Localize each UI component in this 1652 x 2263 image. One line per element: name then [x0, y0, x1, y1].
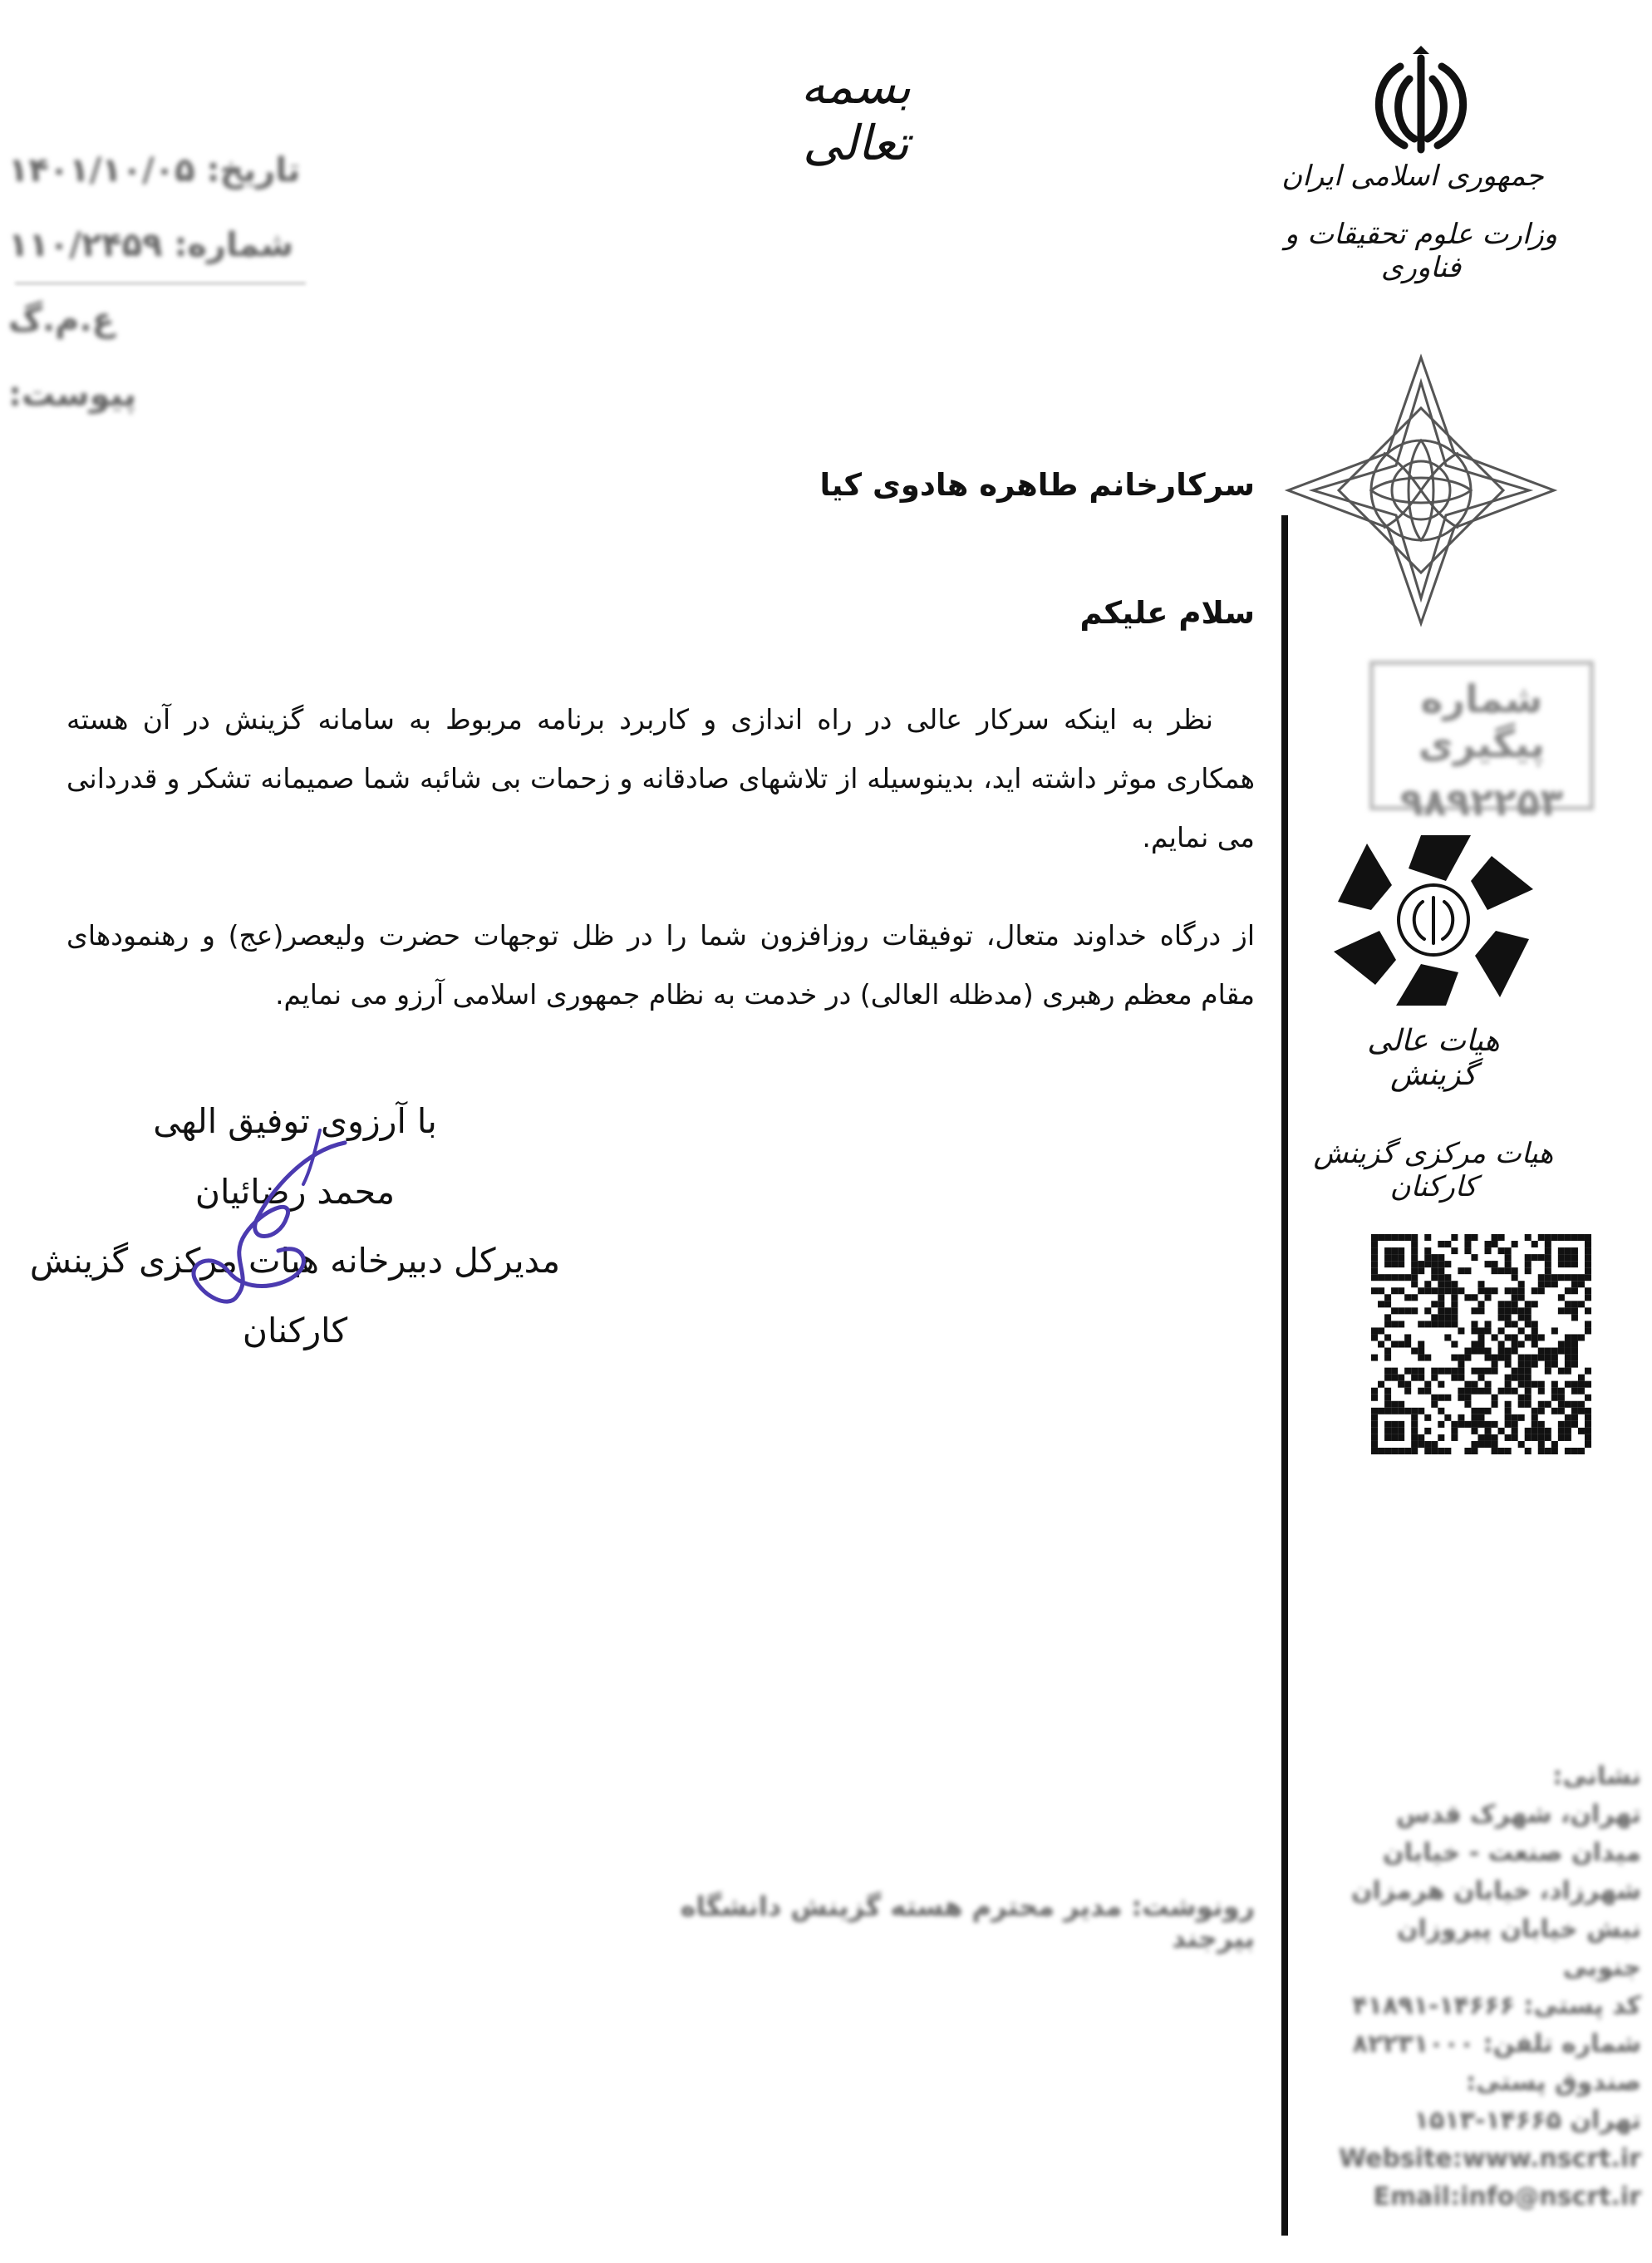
ministry-name-line: وزارت علوم تحقیقات و فناوری	[1284, 218, 1558, 284]
body-paragraph-1: نظر به اینکه سرکار عالی در راه اندازی و کاربرد برنامه مربوط به سامانه گزینش در آن هسته همکاری موثر داشته اید، بدینوسیله از تلاشهای صادقانه و زحمات بی شائبه شما صمیمانه تشکر و قدردانی می نمایم.	[66, 703, 1255, 854]
address-line: شماره تلفن: ۸۲۲۳۱۰۰۰	[1352, 2029, 1641, 2059]
basmala-heading: بسمه تعالی	[800, 58, 912, 171]
recipient-name: سرکارخانم طاهره هادوی کیا	[819, 467, 1255, 503]
address-line: شهرزاد، خیابان هرمزان	[1350, 1877, 1641, 1906]
address-line: Email:info@nscrt.ir	[1373, 2182, 1641, 2211]
central-board-name-text: هیات مرکزی گزینش کارکنان	[1313, 1137, 1554, 1203]
letter-attachment: پیوست:	[8, 376, 137, 414]
tracking-number-stamp	[1369, 661, 1594, 824]
tracking-label: شماره پیگیری	[1418, 676, 1546, 766]
address-line: کد پستی: ۱۴۶۶۶-۴۱۸۹۱	[1352, 1991, 1641, 2020]
handwritten-signature-icon	[179, 1118, 361, 1334]
signatory-title: مدیرکل دبیرخانه هیات مرکزی گزینش	[29, 1241, 561, 1281]
selection-board-logo-icon	[1330, 831, 1537, 1010]
address-line: تهران، شهرک قدس	[1396, 1800, 1641, 1829]
signatory-name: محمد رضائیان	[194, 1172, 396, 1212]
ministry-country-line: جمهوری اسلامی ایران	[1281, 160, 1544, 193]
tracking-number: ۹۸۹۲۲۵۳	[1399, 780, 1564, 824]
signatory-title-continued: کارکنان	[242, 1311, 348, 1350]
qr-code-icon	[1371, 1234, 1591, 1454]
address-line: Website:www.nscrt.ir	[1339, 2144, 1641, 2173]
board-name-text: هیات عالی گزینش	[1367, 1024, 1500, 1092]
address-line: نشانی:	[1552, 1762, 1641, 1791]
meta-divider	[15, 283, 306, 284]
decorative-ornament-icon	[1284, 353, 1558, 627]
body-paragraph-2: از درگاه خداوند متعال، توفیقات روزافزون شما را در ظل توجهات حضرت ولیعصر(عج) و رهنمودهای مقام معظم رهبری (مدظله العالی) در خدمت به نظام جمهوری اسلامی آرزو می نمایم.	[66, 919, 1255, 1011]
address-line: تهران ۱۴۶۶۵-۱۵۱۳	[1414, 2106, 1641, 2135]
address-line: نبش خیابان پیروزان جنوبی	[1396, 1915, 1641, 1982]
iran-emblem-icon	[1355, 46, 1487, 162]
carbon-copy-note: رونوشت: مدیر محترم هسته گزینش دانشگاه بیرجند	[680, 1891, 1255, 1954]
letter-number: شماره: ۱۱۰/۲۴۵۹ ع.م.گ	[8, 226, 294, 339]
letter-date: تاریخ: ۱۴۰۱/۱۰/۰۵	[8, 151, 301, 189]
margin-rule	[1281, 515, 1288, 2236]
closing-wish: با آرزوی توفیق الهی	[153, 1101, 437, 1141]
address-line: میدان صنعت - خیابان	[1382, 1838, 1641, 1867]
greeting-text: سلام علیکم	[1079, 595, 1255, 631]
address-line: صندوق پستی:	[1466, 2068, 1641, 2097]
office-address	[1330, 1758, 1641, 2216]
